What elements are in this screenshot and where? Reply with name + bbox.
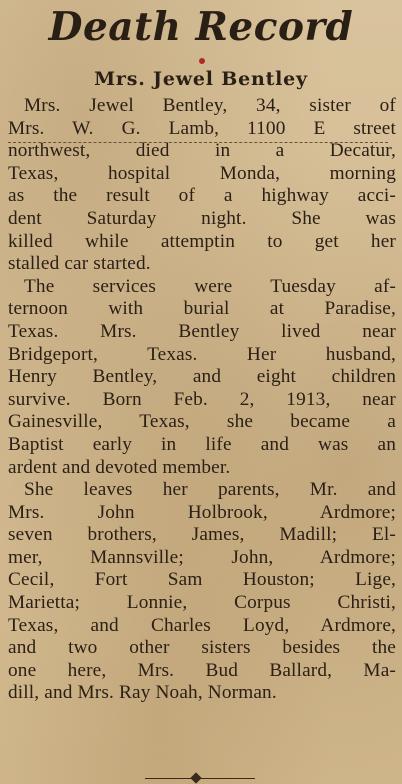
article-line: Texas, and Charles Loyd, Ardmore, (8, 614, 396, 636)
article-line: Marietta; Lonnie, Corpus Christi, (8, 592, 396, 614)
article-line: Bridgeport, Texas. Her husband, (8, 343, 396, 365)
subhead: Mrs. Jewel Bentley (94, 68, 308, 90)
article-line: as the result of a highway acci- (8, 185, 396, 207)
article-line: dent Saturday night. She was (8, 207, 396, 229)
column-rule (8, 142, 388, 144)
article-line: ternoon with burial at Paradise, (8, 298, 396, 320)
article-body (8, 95, 396, 705)
headline: Death Record (48, 4, 354, 50)
article-line: Mrs. John Holbrook, Ardmore; (8, 501, 396, 523)
article-line: northwest, died in a Decatur, (8, 140, 396, 162)
article-line: Texas, hospital Monda, morning (8, 162, 396, 184)
article-line: survive. Born Feb. 2, 1913, near (8, 388, 396, 410)
article-line: Gainesville, Texas, she became a (8, 411, 396, 433)
article-line: and two other sisters besides the (8, 637, 396, 659)
article-line: Mrs. Jewel Bentley, 34, sister of (24, 95, 396, 116)
article-line: one here, Mrs. Bud Ballard, Ma- (8, 659, 396, 681)
article-line: Mrs. W. G. Lamb, 1100 E street (8, 117, 396, 139)
ink-dot (199, 58, 205, 64)
article-line: Baptist early in life and was an (8, 433, 396, 455)
article-line: seven brothers, James, Madill; El- (8, 524, 396, 546)
end-ornament (0, 773, 402, 783)
article-line: Texas. Mrs. Bentley lived near (8, 320, 396, 342)
article-line: mer, Mannsville; John, Ardmore; (8, 546, 396, 568)
article-line: She leaves her parents, Mr. and (24, 479, 396, 501)
article-line: killed while attemptin to get her (8, 230, 396, 252)
article-line: ardent and devoted member. (8, 456, 231, 478)
article-line: The services were Tuesday af- (24, 275, 396, 297)
article-line: Cecil, Fort Sam Houston; Lige, (8, 569, 396, 591)
article-line: dill, and Mrs. Ray Noah, Norman. (8, 682, 277, 704)
article-line: stalled car started. (8, 253, 151, 275)
article-line: Henry Bentley, and eight children (8, 366, 396, 388)
